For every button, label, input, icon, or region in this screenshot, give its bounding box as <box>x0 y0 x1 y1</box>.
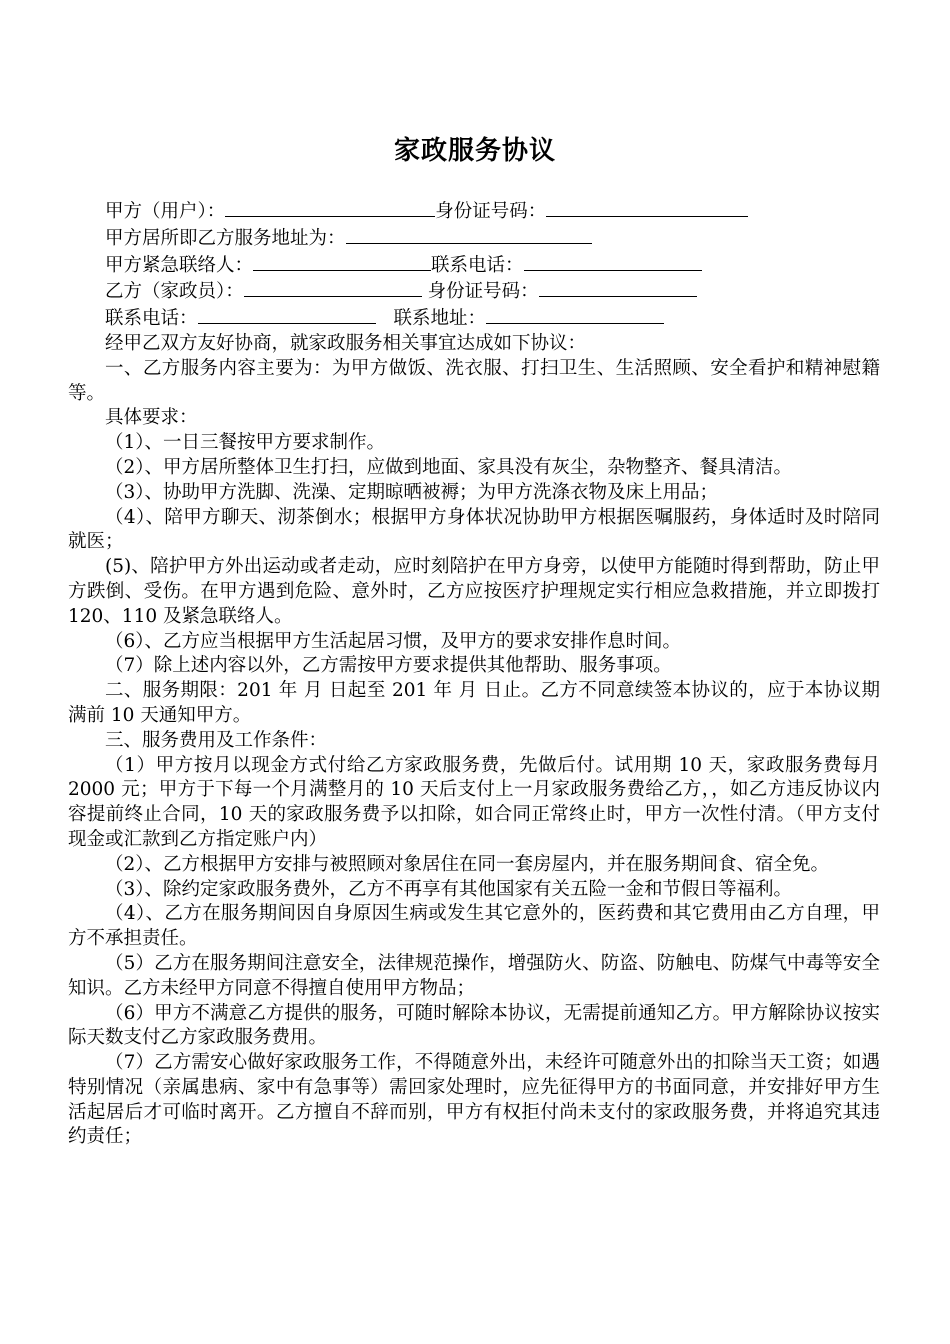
phone-label: 联系电话： <box>431 254 524 276</box>
paragraph: （4）、陪甲方聊天、沏茶倒水；根据甲方身体状况协助甲方根据医嘱服药，身体适时及时陪同就医； <box>68 506 880 553</box>
emergency-contact-blank[interactable] <box>253 252 431 271</box>
id-label-b: 身份证号码： <box>421 281 539 303</box>
paragraph: 一、乙方服务内容主要为：为甲方做饭、洗衣服、打扫卫生、生活照顾、安全看护和精神慰籍等。 <box>68 357 880 404</box>
paragraph: 二、服务期限：201 年 月 日起至 201 年 月 日止。乙方不同意续签本协议的，应于本协议期满前 10 天通知甲方。 <box>68 680 880 726</box>
party-a-label: 甲方（用户）： <box>105 201 226 222</box>
paragraph: 经甲乙双方友好协商，就家政服务相关事宜达成如下协议： <box>105 332 587 354</box>
party-b-label: 乙方（家政员）： <box>105 281 244 303</box>
document-title: 家政服务协议 <box>393 136 556 166</box>
paragraph: 具体要求： <box>105 407 198 429</box>
paragraph: （2）、甲方居所整体卫生打扫，应做到地面、家具没有灰尘，杂物整齐、餐具清洁。 <box>105 456 793 478</box>
document-body <box>68 198 880 1150</box>
party-a-name-blank[interactable] <box>225 198 435 217</box>
paragraph: （3）、协助甲方洗脚、洗澡、定期晾晒被褥；为甲方洗涤衣物及床上用品； <box>105 481 719 503</box>
party-b-id-blank[interactable] <box>539 278 697 297</box>
paragraph: （4）、乙方在服务期间因自身原因生病或发生其它意外的，医药费和其它费用由乙方自理，甲方不承担责任。 <box>68 903 880 950</box>
paragraph: (5)、陪护甲方外出运动或者走动，应时刻陪护在甲方身旁，以使甲方能随时得到帮助，防止甲方跌倒、受伤。在甲方遇到危险、意外时，乙方应按医疗护理规定实行相应急救措施，并立即拨打 120、110 及紧急联络人。 <box>68 556 880 627</box>
id-label: 身份证号码： <box>435 201 547 222</box>
emergency-phone-blank[interactable] <box>524 252 702 271</box>
paragraph: （1）、一日三餐按甲方要求制作。 <box>105 432 386 454</box>
party-b-line <box>68 278 880 305</box>
party-a-id-blank[interactable] <box>546 198 748 217</box>
paragraph: （6）甲方不满意乙方提供的服务，可随时解除本协议，无需提前通知乙方。甲方解除协议按实际天数支付乙方家政服务费用。 <box>68 1002 880 1049</box>
paragraph: （3）、除约定家政服务费外，乙方不再享有其他国家有关五险一金和节假日等福利。 <box>105 878 793 900</box>
party-a-line <box>68 198 880 225</box>
address-line <box>68 225 880 252</box>
emergency-line <box>68 252 880 279</box>
party-b-phone-blank[interactable] <box>198 305 376 324</box>
address-label-b: 联系地址： <box>393 308 487 330</box>
service-address-blank[interactable] <box>346 225 592 244</box>
paragraph: （6）、乙方应当根据甲方生活起居习惯，及甲方的要求安排作息时间。 <box>105 630 682 652</box>
paragraph: （7）除上述内容以外，乙方需按甲方要求提供其他帮助、服务事项。 <box>105 655 672 677</box>
paragraph: （7）乙方需安心做好家政服务工作，不得随意外出，未经许可随意外出的扣除当天工资；如遇特别情况（亲属患病、家中有急事等）需回家处理时，应先征得甲方的书面同意，并安排好甲方生活起居后才可临时离开。乙方擅自不辞而别，甲方有权拒付尚未支付的家政服务费，并将追究其违约责任； <box>68 1052 880 1148</box>
paragraph: （2）、乙方根据甲方安排与被照顾对象居住在同一套房屋内，并在服务期间食、宿全免。 <box>105 853 830 875</box>
party-b-contact-line <box>68 305 880 332</box>
paragraph: 三、服务费用及工作条件： <box>105 729 328 751</box>
paragraph: （1）甲方按月以现金方式付给乙方家政服务费，先做后付。试用期 10 天，家政服务费每月 2000 元；甲方于下每一个月满整月的 10 天后支付上一月家政服务费给乙方，，如乙方违反协议内容提前终止合同，10 天的家政服务费予以扣除，如合同正常终止时，甲方一次性付清。（甲方支付现金或汇款到乙方指定账户内） <box>68 754 880 850</box>
party-b-name-blank[interactable] <box>244 278 422 297</box>
party-b-address-blank[interactable] <box>486 305 664 324</box>
phone-label-b: 联系电话： <box>105 308 198 330</box>
address-label: 甲方居所即乙方服务地址为： <box>105 227 346 249</box>
paragraph: （5）乙方在服务期间注意安全，法律规范操作，增强防火、防盗、防触电、防煤气中毒等安全知识。乙方未经甲方同意不得擅自使用甲方物品； <box>68 952 880 999</box>
emergency-label: 甲方紧急联络人： <box>105 254 254 276</box>
